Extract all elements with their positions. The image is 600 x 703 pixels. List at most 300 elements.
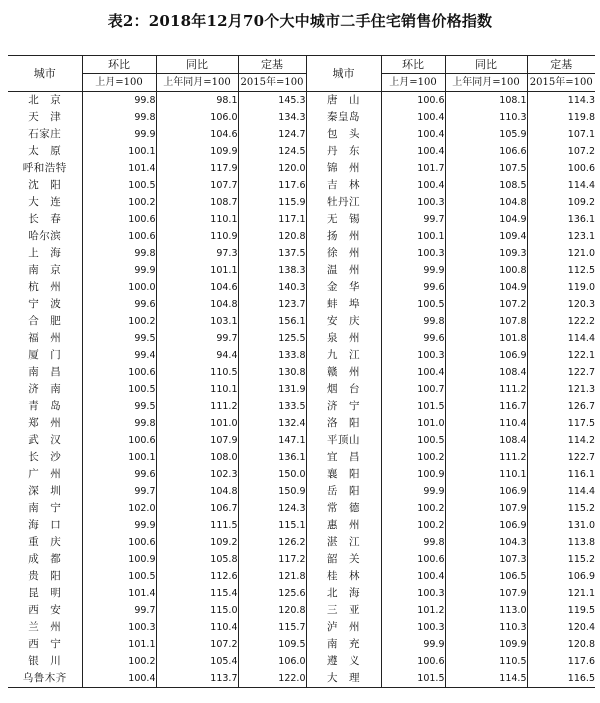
mom-header-right: 环比 [381, 56, 445, 74]
base-cell-right: 126.7 [527, 398, 595, 415]
base-cell-right: 114.4 [527, 483, 595, 500]
base-cell-left: 131.9 [238, 381, 306, 398]
mom-cell-right: 100.2 [381, 517, 445, 534]
city-cell-right: 牡丹江 [306, 194, 381, 211]
city-cell-left: 天 津 [28, 111, 62, 123]
base-cell-left: 130.8 [238, 364, 306, 381]
table-row [8, 160, 595, 177]
city-cell-right: 洛 阳 [306, 415, 381, 432]
mom-cell-left: 100.2 [82, 313, 156, 330]
city-cell-left: 宁 波 [28, 298, 62, 310]
base-cell-right: 119.0 [527, 279, 595, 296]
base-cell-right: 123.1 [527, 228, 595, 245]
yoy-cell-left: 99.7 [156, 330, 238, 347]
base-cell-right: 122.7 [527, 364, 595, 381]
city-cell-left: 广 州 [28, 468, 62, 480]
city-cell-left: 武 汉 [28, 434, 62, 446]
mom-cell-left: 100.9 [82, 551, 156, 568]
city-cell-left: 福 州 [28, 332, 62, 344]
city-cell-left: 上 海 [28, 247, 62, 259]
yoy-cell-left: 110.5 [156, 364, 238, 381]
table-body [8, 92, 595, 688]
yoy-cell-left: 110.4 [156, 619, 238, 636]
yoy-cell-left: 106.0 [156, 109, 238, 126]
mom-cell-right: 99.6 [381, 279, 445, 296]
city-cell-right: 包 头 [306, 126, 381, 143]
city-cell-left: 南 京 [28, 264, 62, 276]
base-cell-right: 119.8 [527, 109, 595, 126]
base-cell-right: 106.9 [527, 568, 595, 585]
base-cell-left: 122.0 [238, 670, 306, 688]
yoy-cell-right: 101.8 [445, 330, 527, 347]
city-cell-left: 石家庄 [28, 128, 62, 140]
city-cell-right: 金 华 [306, 279, 381, 296]
base-cell-left: 150.9 [238, 483, 306, 500]
city-cell-left: 呼和浩特 [22, 162, 67, 174]
base-cell-left: 115.1 [238, 517, 306, 534]
yoy-cell-right: 108.1 [445, 92, 527, 110]
city-cell-left: 乌鲁木齐 [8, 670, 82, 688]
yoy-cell-right: 110.3 [445, 109, 527, 126]
yoy-cell-left: 104.6 [156, 126, 238, 143]
base-cell-left: 115.9 [238, 194, 306, 211]
mom-cell-right: 101.2 [381, 602, 445, 619]
base-cell-left: 125.5 [238, 330, 306, 347]
mom-cell-right: 100.6 [381, 653, 445, 670]
mom-cell-right: 100.4 [381, 568, 445, 585]
base-cell-right: 100.6 [527, 160, 595, 177]
mom-cell-left: 99.4 [82, 347, 156, 364]
base-cell-left: 124.3 [238, 500, 306, 517]
yoy-cell-left: 108.7 [156, 194, 238, 211]
yoy-cell-right: 114.5 [445, 670, 527, 688]
yoy-cell-right: 107.3 [445, 551, 527, 568]
yoy-cell-right: 109.4 [445, 228, 527, 245]
city-header-right: 城市 [306, 56, 381, 92]
yoy-cell-right: 106.5 [445, 568, 527, 585]
city-cell-right: 常 德 [306, 500, 381, 517]
table-row [8, 143, 595, 160]
base-cell-left: 117.1 [238, 211, 306, 228]
yoy-cell-right: 109.3 [445, 245, 527, 262]
base-cell-left: 133.5 [238, 398, 306, 415]
base-cell-right: 114.2 [527, 432, 595, 449]
base-cell-right: 109.2 [527, 194, 595, 211]
mom-cell-left: 100.6 [82, 211, 156, 228]
base-cell-right: 107.1 [527, 126, 595, 143]
city-cell-left: 重 庆 [28, 536, 62, 548]
yoy-cell-right: 113.0 [445, 602, 527, 619]
yoy-cell-left: 101.0 [156, 415, 238, 432]
mom-cell-right: 100.3 [381, 245, 445, 262]
table-row [8, 585, 595, 602]
table-row [8, 653, 595, 670]
city-cell-left: 兰 州 [28, 621, 62, 633]
base-cell-left: 136.1 [238, 449, 306, 466]
mom-cell-right: 100.3 [381, 619, 445, 636]
mom-cell-left: 100.2 [82, 194, 156, 211]
table-row [8, 602, 595, 619]
city-cell-right: 蚌 埠 [306, 296, 381, 313]
city-cell-right: 南 充 [306, 636, 381, 653]
base-cell-right: 115.2 [527, 500, 595, 517]
city-cell-right: 平顶山 [306, 432, 381, 449]
table-row [8, 381, 595, 398]
mom-cell-right: 100.1 [381, 228, 445, 245]
yoy-cell-right: 100.8 [445, 262, 527, 279]
yoy-cell-left: 97.3 [156, 245, 238, 262]
yoy-cell-right: 111.2 [445, 449, 527, 466]
base-cell-left: 120.8 [238, 602, 306, 619]
yoy-cell-left: 110.1 [156, 381, 238, 398]
base-cell-left: 147.1 [238, 432, 306, 449]
city-cell-left: 南 昌 [28, 366, 62, 378]
base-cell-right: 121.1 [527, 585, 595, 602]
city-cell-left: 深 圳 [28, 485, 62, 497]
mom-cell-right: 100.2 [381, 500, 445, 517]
mom-cell-left: 100.5 [82, 381, 156, 398]
mom-cell-right: 100.3 [381, 347, 445, 364]
base-cell-right: 116.5 [527, 670, 595, 688]
city-cell-right: 赣 州 [306, 364, 381, 381]
mom-cell-left: 99.7 [82, 602, 156, 619]
yoy-cell-left: 104.8 [156, 483, 238, 500]
city-cell-right: 桂 林 [306, 568, 381, 585]
mom-cell-right: 99.9 [381, 483, 445, 500]
mom-cell-left: 100.6 [82, 432, 156, 449]
yoy-cell-right: 108.4 [445, 432, 527, 449]
city-cell-left: 西 安 [28, 604, 62, 616]
yoy-subheader-left: 上年同月=100 [156, 74, 238, 92]
city-cell-right: 安 庆 [306, 313, 381, 330]
yoy-cell-right: 110.4 [445, 415, 527, 432]
yoy-cell-right: 104.3 [445, 534, 527, 551]
mom-cell-right: 100.4 [381, 109, 445, 126]
base-cell-left: 133.8 [238, 347, 306, 364]
mom-cell-left: 99.6 [82, 296, 156, 313]
table-row [8, 364, 595, 381]
mom-cell-left: 99.8 [82, 415, 156, 432]
yoy-cell-right: 104.9 [445, 279, 527, 296]
table-row [8, 449, 595, 466]
yoy-cell-left: 107.9 [156, 432, 238, 449]
yoy-cell-left: 115.4 [156, 585, 238, 602]
yoy-cell-right: 110.3 [445, 619, 527, 636]
yoy-header-left: 同比 [156, 56, 238, 74]
city-cell-right: 温 州 [306, 262, 381, 279]
yoy-cell-left: 104.6 [156, 279, 238, 296]
city-cell-right: 湛 江 [306, 534, 381, 551]
mom-cell-left: 99.5 [82, 398, 156, 415]
base-cell-right: 114.4 [527, 177, 595, 194]
yoy-cell-right: 111.2 [445, 381, 527, 398]
base-header-right: 定基 [527, 56, 595, 74]
table-row [8, 228, 595, 245]
yoy-cell-right: 107.8 [445, 313, 527, 330]
base-cell-left: 124.7 [238, 126, 306, 143]
city-cell-right: 遵 义 [306, 653, 381, 670]
table-row [8, 551, 595, 568]
base-cell-left: 120.8 [238, 228, 306, 245]
city-cell-right: 徐 州 [306, 245, 381, 262]
city-cell-left: 成 都 [28, 553, 62, 565]
yoy-cell-left: 110.9 [156, 228, 238, 245]
yoy-cell-right: 107.5 [445, 160, 527, 177]
city-cell-right: 大 理 [306, 670, 381, 688]
city-cell-left: 昆 明 [28, 587, 62, 599]
mom-cell-right: 100.3 [381, 194, 445, 211]
city-cell-right: 泸 州 [306, 619, 381, 636]
mom-cell-left: 99.8 [82, 109, 156, 126]
mom-cell-left: 99.6 [82, 466, 156, 483]
table-row [8, 92, 595, 110]
table-row [8, 568, 595, 585]
table-row [8, 483, 595, 500]
yoy-cell-right: 108.4 [445, 364, 527, 381]
base-cell-left: 156.1 [238, 313, 306, 330]
mom-cell-left: 100.6 [82, 364, 156, 381]
table-row [8, 313, 595, 330]
yoy-cell-left: 108.0 [156, 449, 238, 466]
city-cell-left: 长 春 [28, 213, 62, 225]
yoy-cell-right: 107.9 [445, 585, 527, 602]
base-cell-left: 145.3 [238, 92, 306, 110]
yoy-cell-right: 107.2 [445, 296, 527, 313]
yoy-cell-left: 102.3 [156, 466, 238, 483]
mom-cell-left: 100.1 [82, 143, 156, 160]
table-row [8, 415, 595, 432]
city-cell-left: 银 川 [28, 655, 62, 667]
mom-cell-left: 99.8 [82, 92, 156, 110]
city-cell-left: 青 岛 [28, 400, 62, 412]
mom-cell-left: 100.0 [82, 279, 156, 296]
yoy-cell-left: 107.7 [156, 177, 238, 194]
yoy-cell-right: 104.8 [445, 194, 527, 211]
base-header-left: 定基 [238, 56, 306, 74]
yoy-cell-left: 101.1 [156, 262, 238, 279]
city-header-left: 城市 [8, 56, 82, 92]
table-row [8, 432, 595, 449]
city-cell-right: 烟 台 [306, 381, 381, 398]
mom-cell-left: 101.4 [82, 160, 156, 177]
mom-cell-right: 100.4 [381, 364, 445, 381]
base-cell-left: 123.7 [238, 296, 306, 313]
yoy-header-right: 同比 [445, 56, 527, 74]
base-cell-left: 126.2 [238, 534, 306, 551]
mom-cell-right: 99.9 [381, 262, 445, 279]
city-cell-right: 韶 关 [306, 551, 381, 568]
city-cell-right: 襄 阳 [306, 466, 381, 483]
mom-cell-right: 99.8 [381, 313, 445, 330]
base-cell-right: 113.8 [527, 534, 595, 551]
city-cell-left: 长 沙 [28, 451, 62, 463]
city-cell-right: 九 江 [306, 347, 381, 364]
mom-cell-left: 100.5 [82, 177, 156, 194]
city-cell-right: 秦皇岛 [306, 109, 381, 126]
yoy-cell-left: 115.0 [156, 602, 238, 619]
table-row [8, 194, 595, 211]
base-cell-right: 122.2 [527, 313, 595, 330]
base-cell-left: 125.6 [238, 585, 306, 602]
mom-cell-left: 99.9 [82, 262, 156, 279]
yoy-cell-left: 104.8 [156, 296, 238, 313]
base-cell-right: 122.7 [527, 449, 595, 466]
table-row [8, 177, 595, 194]
base-cell-left: 150.0 [238, 466, 306, 483]
yoy-cell-left: 94.4 [156, 347, 238, 364]
base-cell-right: 121.0 [527, 245, 595, 262]
mom-cell-left: 99.5 [82, 330, 156, 347]
base-cell-right: 120.4 [527, 619, 595, 636]
yoy-cell-right: 109.9 [445, 636, 527, 653]
city-cell-right: 宜 昌 [306, 449, 381, 466]
mom-cell-right: 100.4 [381, 143, 445, 160]
base-cell-left: 115.7 [238, 619, 306, 636]
yoy-cell-right: 110.5 [445, 653, 527, 670]
yoy-cell-left: 109.2 [156, 534, 238, 551]
mom-cell-left: 100.6 [82, 534, 156, 551]
yoy-cell-right: 105.9 [445, 126, 527, 143]
yoy-cell-right: 106.9 [445, 483, 527, 500]
yoy-cell-right: 104.9 [445, 211, 527, 228]
table-row [8, 126, 595, 143]
city-cell-right: 扬 州 [306, 228, 381, 245]
table-row [8, 500, 595, 517]
table-row [8, 296, 595, 313]
base-cell-left: 138.3 [238, 262, 306, 279]
yoy-cell-right: 116.7 [445, 398, 527, 415]
city-cell-right: 济 宁 [306, 398, 381, 415]
yoy-cell-right: 106.6 [445, 143, 527, 160]
mom-cell-left: 100.4 [82, 670, 156, 688]
mom-cell-right: 100.7 [381, 381, 445, 398]
base-cell-right: 120.3 [527, 296, 595, 313]
table-row [8, 636, 595, 653]
mom-cell-left: 100.3 [82, 619, 156, 636]
yoy-cell-right: 106.9 [445, 517, 527, 534]
yoy-subheader-right: 上年同月=100 [445, 74, 527, 92]
base-cell-left: 124.5 [238, 143, 306, 160]
base-cell-left: 140.3 [238, 279, 306, 296]
mom-cell-right: 100.2 [381, 449, 445, 466]
mom-cell-right: 101.0 [381, 415, 445, 432]
mom-cell-left: 101.4 [82, 585, 156, 602]
city-cell-left: 合 肥 [28, 315, 62, 327]
yoy-cell-left: 111.5 [156, 517, 238, 534]
mom-cell-left: 99.9 [82, 517, 156, 534]
base-cell-right: 114.3 [527, 92, 595, 110]
mom-cell-right: 99.8 [381, 534, 445, 551]
yoy-cell-left: 106.7 [156, 500, 238, 517]
city-cell-right: 丹 东 [306, 143, 381, 160]
yoy-cell-left: 112.6 [156, 568, 238, 585]
mom-cell-right: 101.5 [381, 670, 445, 688]
mom-cell-left: 99.8 [82, 245, 156, 262]
table-row [8, 262, 595, 279]
mom-cell-right: 100.4 [381, 126, 445, 143]
table-row [8, 109, 595, 126]
city-cell-right: 北 海 [306, 585, 381, 602]
city-cell-left: 郑 州 [28, 417, 62, 429]
city-cell-right: 三 亚 [306, 602, 381, 619]
yoy-cell-left: 103.1 [156, 313, 238, 330]
mom-cell-right: 101.7 [381, 160, 445, 177]
yoy-cell-left: 117.9 [156, 160, 238, 177]
city-cell-right: 唐 山 [306, 92, 381, 110]
city-cell-right: 锦 州 [306, 160, 381, 177]
city-cell-left: 哈尔滨 [28, 230, 62, 242]
yoy-cell-left: 109.9 [156, 143, 238, 160]
price-index-table [8, 55, 595, 688]
mom-cell-left: 99.7 [82, 483, 156, 500]
base-subheader-right: 2015年=100 [527, 74, 595, 92]
table-row [8, 517, 595, 534]
yoy-cell-left: 98.1 [156, 92, 238, 110]
city-cell-right: 泉 州 [306, 330, 381, 347]
yoy-cell-right: 106.9 [445, 347, 527, 364]
mom-cell-left: 100.1 [82, 449, 156, 466]
base-cell-right: 119.5 [527, 602, 595, 619]
city-cell-left: 沈 阳 [28, 179, 62, 191]
table-row [8, 279, 595, 296]
mom-cell-right: 100.6 [381, 551, 445, 568]
table-row [8, 619, 595, 636]
base-cell-right: 122.1 [527, 347, 595, 364]
base-cell-right: 120.8 [527, 636, 595, 653]
yoy-cell-left: 105.4 [156, 653, 238, 670]
city-cell-right: 岳 阳 [306, 483, 381, 500]
city-cell-left: 海 口 [28, 519, 62, 531]
base-cell-right: 115.2 [527, 551, 595, 568]
base-cell-left: 117.2 [238, 551, 306, 568]
yoy-cell-right: 108.5 [445, 177, 527, 194]
base-cell-right: 116.1 [527, 466, 595, 483]
mom-cell-right: 100.9 [381, 466, 445, 483]
yoy-cell-left: 110.1 [156, 211, 238, 228]
yoy-cell-left: 111.2 [156, 398, 238, 415]
mom-cell-right: 100.3 [381, 585, 445, 602]
mom-cell-right: 100.4 [381, 177, 445, 194]
mom-cell-left: 100.2 [82, 653, 156, 670]
city-cell-right: 吉 林 [306, 177, 381, 194]
mom-subheader-right: 上月=100 [381, 74, 445, 92]
mom-cell-left: 101.1 [82, 636, 156, 653]
mom-cell-left: 100.5 [82, 568, 156, 585]
table-row [8, 245, 595, 262]
base-cell-right: 114.4 [527, 330, 595, 347]
base-cell-right: 107.2 [527, 143, 595, 160]
table-row [8, 330, 595, 347]
city-cell-right: 惠 州 [306, 517, 381, 534]
city-cell-left: 杭 州 [28, 281, 62, 293]
mom-cell-right: 99.9 [381, 636, 445, 653]
yoy-cell-left: 107.2 [156, 636, 238, 653]
base-cell-right: 117.5 [527, 415, 595, 432]
base-cell-right: 131.0 [527, 517, 595, 534]
base-cell-right: 117.6 [527, 653, 595, 670]
yoy-cell-left: 105.8 [156, 551, 238, 568]
city-cell-left: 大 连 [28, 196, 62, 208]
base-cell-left: 120.0 [238, 160, 306, 177]
table-row [8, 534, 595, 551]
city-cell-left: 西 宁 [28, 638, 62, 650]
base-cell-right: 121.3 [527, 381, 595, 398]
mom-subheader-left: 上月=100 [82, 74, 156, 92]
base-subheader-left: 2015年=100 [238, 74, 306, 92]
mom-cell-right: 99.7 [381, 211, 445, 228]
mom-cell-right: 99.6 [381, 330, 445, 347]
base-cell-left: 106.0 [238, 653, 306, 670]
